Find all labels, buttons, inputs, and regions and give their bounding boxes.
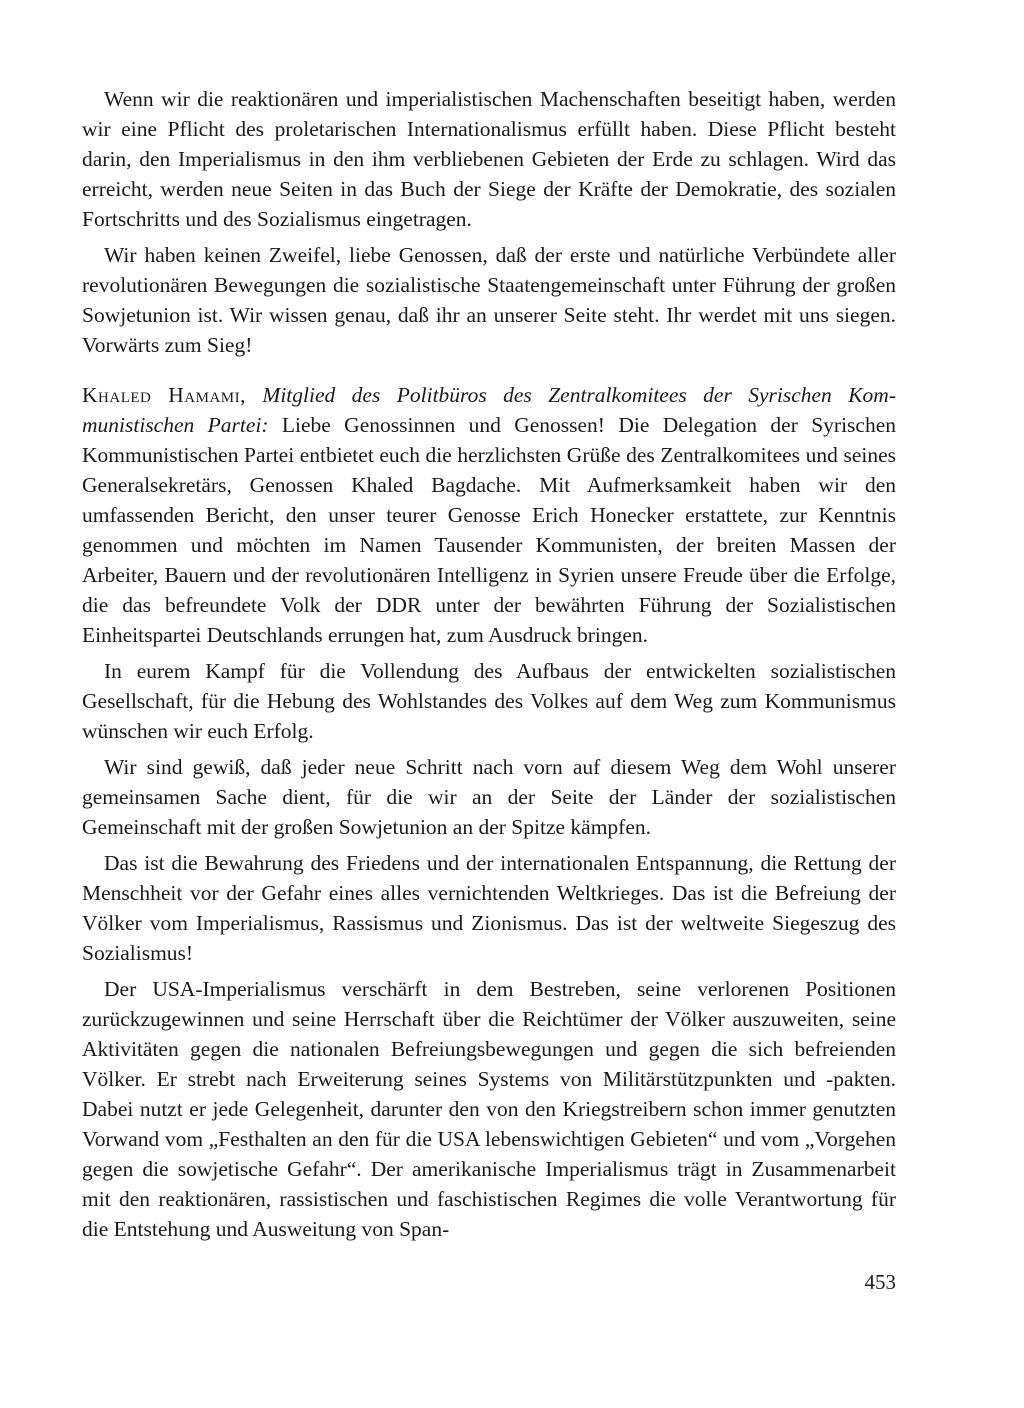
speech-opening-text: Liebe Genossinnen und Genossen! Die Delegation der Syrischen Kommunistischen Partei entbietet euch die herzlichsten Grüße des Zentralkomitees und seines Generalsekretärs, Genossen Khaled Bagdache. Mit Aufmerksamkeit haben wir den umfassenden Bericht, den unser teurer Genosse Erich Honecker erstattete, zur Kenntnis genommen und möchten im Namen Tausender Kommunisten, der breiten Massen der Arbeiter, Bauern und der revolutionären Intelligenz in Syrien unsere Freude über die Erfolge, die das befreundete Volk der DDR unter der bewährten Führung der Sozialistischen Einheitspartei Deutschlands errungen hat, zum Ausdruck bringen. <box>82 413 896 647</box>
body-paragraph: Der USA-Imperialismus verschärft in dem Bestreben, seine verlorenen Positionen zurückzugewinnen und seine Herrschaft über die Reichtümer der Völker auszuweiten, seine Aktivitäten gegen die nationalen Befreiungsbewegungen und gegen die sich befreienden Völker. Er strebt nach Erweiterung seines Systems von Militärstützpunkten und -pakten. Dabei nutzt er jede Gelegenheit, darunter den von den Kriegstreibern schon immer genutzten Vorwand vom „Festhalten an den für die USA lebenswichtigen Gebieten“ und vom „Vorgehen gegen die sowjetische Gefahr“. Der amerikanische Imperialismus trägt in Zusammenarbeit mit den reaktionären, rassistischen und faschistischen Regimes die volle Verantwortung für die Entstehung und Ausweitung von Span- <box>82 977 896 1241</box>
speaker-name: Khaled Hamami, <box>82 383 246 407</box>
speaker-role: Mitglied des Politbüros des Zentralkomitees der Syrischen Kommunistischen Partei: <box>82 383 896 437</box>
body-paragraph: Wir haben keinen Zweifel, liebe Genossen, daß der erste und natürliche Verbündete aller revolutionären Bewegungen die sozialistische Staatengemeinschaft unter Führung der großen Sowjetunion ist. Wir wissen genau, daß ihr an unserer Seite steht. Ihr werdet mit uns siegen. Vorwärts zum Sieg! <box>82 243 896 357</box>
speech-khaled-hamami <box>82 380 896 1250</box>
body-paragraph: Wir sind gewiß, daß jeder neue Schritt nach vorn auf diesem Weg dem Wohl unserer gemeinsamen Sache dient, für die wir an der Seite der Länder der sozialistischen Gemeinschaft mit der großen Sowjetunion an der Spitze kämpfen. <box>82 755 896 839</box>
body-paragraph: In eurem Kampf für die Vollendung des Aufbaus der entwickelten sozialistischen Gesellschaft, für die Hebung des Wohlstandes des Volkes auf dem Weg zum Kommunismus wünschen wir euch Erfolg. <box>82 659 896 743</box>
speech-opening-paragraph <box>82 380 896 650</box>
speech-previous-speaker <box>82 84 896 366</box>
body-paragraph: Das ist die Bewahrung des Friedens und der internationalen Entspannung, die Rettung der Menschheit vor der Gefahr eines alles vernichtenden Weltkrieges. Das ist die Befreiung der Völker vom Imperialismus, Rassismus und Zionismus. Das ist der weltweite Siegeszug des Sozialismus! <box>82 851 896 965</box>
body-paragraph: Wenn wir die reaktionären und imperialistischen Machenschaften beseitigt haben, werden wir eine Pflicht des proletarischen Internationalismus erfüllt haben. Diese Pflicht besteht darin, den Imperialismus in den ihm verbliebenen Gebieten der Erde zu schlagen. Wird das erreicht, werden neue Seiten in das Buch der Siege der Kräfte der Demokratie, des sozialen Fortschritts und des Sozialismus eingetragen. <box>82 87 896 231</box>
page-number: 453 <box>864 1270 896 1294</box>
